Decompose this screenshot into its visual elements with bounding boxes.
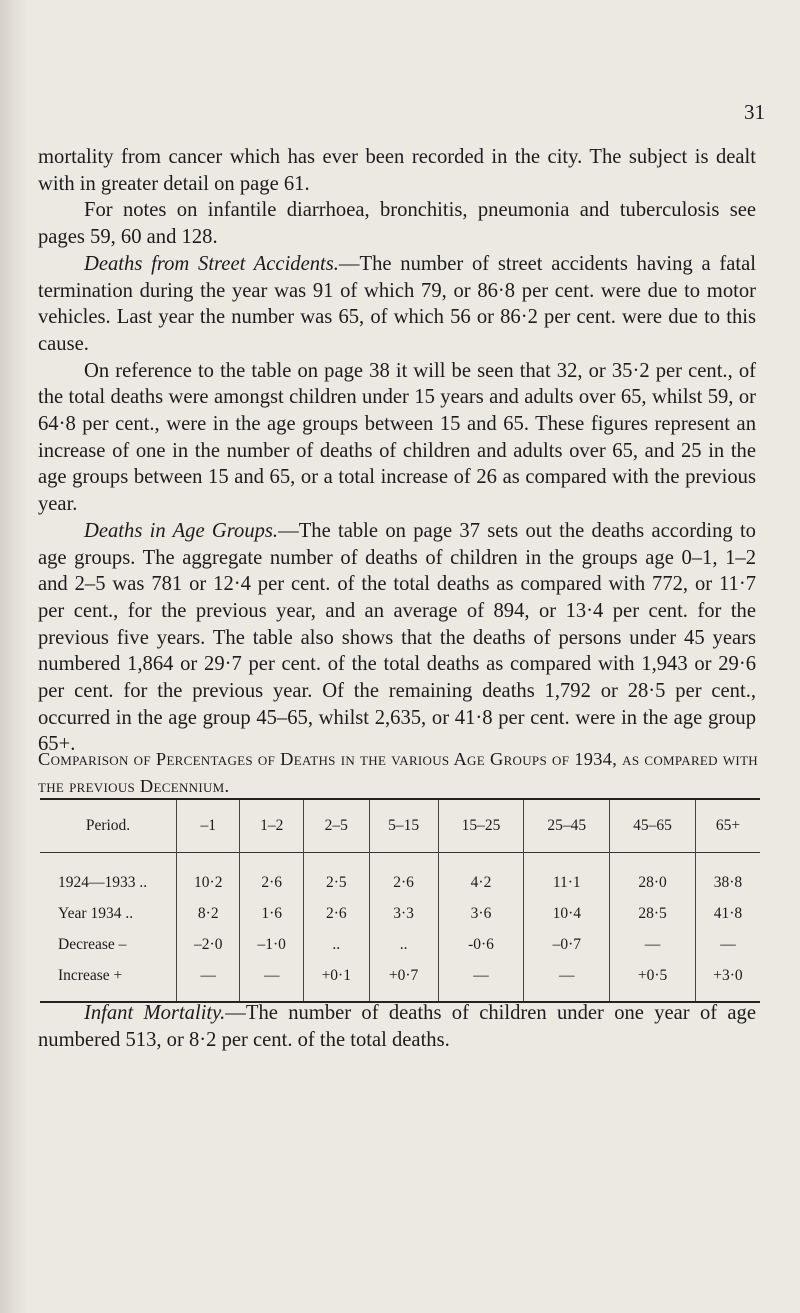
- table-cell: 3·3: [369, 898, 438, 929]
- table-cell: 11·1: [524, 853, 610, 899]
- body-text: [38, 144, 756, 758]
- table-cell: +3·0: [695, 960, 760, 1002]
- heading-age-groups: Deaths in Age Groups.: [84, 519, 279, 542]
- row-label: Decrease –: [58, 935, 127, 953]
- table-cell: 4·2: [438, 853, 524, 899]
- table-cell: 10·2: [177, 853, 240, 899]
- paragraph-cancer: mortality from cancer which has ever been recorded in the city. The subject is dealt with in greater detail on page 61.: [38, 146, 756, 195]
- table-cell: 1·6: [240, 898, 303, 929]
- header-col: –1: [177, 799, 240, 853]
- heading-street-accidents: Deaths from Street Accidents.: [84, 252, 339, 275]
- table-cell: —: [438, 960, 524, 1002]
- header-period: Period.: [85, 817, 131, 834]
- paragraph-street-accidents: Deaths from Street Accidents.—The number of street accidents having a fatal termination during the year was 91 of which 79, or 86·8 per cent. were due to motor vehicles. Last year the number was 65, of which 56 or 86·2 per cent. were due to this cause.: [38, 252, 757, 355]
- table-cell: 2·6: [303, 898, 369, 929]
- row-label: Increase +: [58, 966, 123, 984]
- table-cell: 38·8: [695, 853, 760, 899]
- table-cell: 28·5: [610, 898, 696, 929]
- table-cell: —: [524, 960, 610, 1002]
- table-cell: 2·6: [369, 853, 438, 899]
- header-col: 2–5: [303, 799, 369, 853]
- header-col: 15–25: [438, 799, 524, 853]
- table-row: [40, 898, 760, 929]
- header-col: 45–65: [610, 799, 696, 853]
- header-col: 65+: [695, 799, 760, 853]
- table-header-row: [40, 799, 760, 853]
- table-cell: 10·4: [524, 898, 610, 929]
- table-cell: ..: [303, 929, 369, 960]
- table-cell: 3·6: [438, 898, 524, 929]
- comparison-table: [40, 798, 760, 1003]
- row-label: Year 1934 ..: [58, 904, 134, 922]
- table-cell: –0·7: [524, 929, 610, 960]
- table-cell: +0·7: [369, 960, 438, 1002]
- table-cell: 2·5: [303, 853, 369, 899]
- paragraph-notes: For notes on infantile diarrhoea, bronchitis, pneumonia and tuberculosis see pages 59, 60 and 128.: [38, 199, 756, 249]
- table-cell: 28·0: [610, 853, 696, 899]
- table-cell: -0·6: [438, 929, 524, 960]
- age-groups-text: The table on page 37 sets out the deaths according to age groups. The aggregate number of deaths of children in the groups age 0–1, 1–2 and 2–5 was 781 or 12·4 per cent. of the total deaths as compared with 772, or 11·7 per cent., for the previous year, and an average of 894, or 13·4 per cent. for the previous five years. The table also shows that the deaths of persons under 45 years numbered 1,864 or 29·7 per cent. of the total deaths as compared with 1,943 or 29·6 per cent. for the previous year. Of the remaining deaths 1,792 or 28·5 per cent., occurred in the age group 45–65, whilst 2,635, or 41·8 per cent. were in the age group 65+.: [38, 519, 756, 756]
- page-edge-shadow: [0, 0, 28, 1313]
- table-cell: —: [695, 929, 760, 960]
- table-cell: –1·0: [240, 929, 303, 960]
- table-cell: +0·5: [610, 960, 696, 1002]
- table-cell: +0·1: [303, 960, 369, 1002]
- street-accidents-text: The number of street accidents having a fatal termination during the year was 91 of which 79, or 86·8 per cent. were due to motor vehicles. Last year the number was 65, of which 56 or 86·2 per cent. were due to this cause.: [38, 252, 757, 355]
- row-label: 1924—1933 ..: [58, 873, 148, 891]
- table-cell: –2·0: [177, 929, 240, 960]
- infant-mortality-text: The number of deaths of children under one year of age numbered 513, or 8·2 per cent. of the total deaths.: [38, 1002, 756, 1051]
- table-cell: —: [240, 960, 303, 1002]
- paragraph-infant-mortality: Infant Mortality.—The number of deaths of children under one year of age numbered 513, or 8·2 per cent. of the total deaths.: [38, 1002, 756, 1051]
- paragraph-reference: On reference to the table on page 38 it will be seen that 32, or 35·2 per cent., of the total deaths were amongst children under 15 years and adults over 65, whilst 59, or 64·8 per cent., were in the age groups between 15 and 65. These figures represent an increase of one in the number of deaths of children and adults over 65, and 25 in the age groups between 15 and 65, or a total increase of 26 as compared with the previous year.: [38, 359, 756, 516]
- heading-infant-mortality: Infant Mortality.: [84, 1002, 226, 1024]
- header-col: 1–2: [240, 799, 303, 853]
- table-caption: Comparison of Percentages of Deaths in the various Age Groups of 1934, as compared with the previous Decennium.: [38, 749, 758, 796]
- header-col: 25–45: [524, 799, 610, 853]
- header-col: 5–15: [369, 799, 438, 853]
- table-cell: —: [177, 960, 240, 1002]
- table-cell: 2·6: [240, 853, 303, 899]
- table-row: [40, 929, 760, 960]
- table-cell: 41·8: [695, 898, 760, 929]
- table-cell: —: [610, 929, 696, 960]
- paragraph-age-groups: Deaths in Age Groups.—The table on page 37 sets out the deaths according to age groups. The aggregate number of deaths of children in the groups age 0–1, 1–2 and 2–5 was 781 or 12·4 per cent. of the total deaths as compared with 772, or 11·7 per cent., for the previous year, and an average of 894, or 13·4 per cent. for the previous five years. The table also shows that the deaths of persons under 45 years numbered 1,864 or 29·7 per cent. of the total deaths as compared with 1,943 or 29·6 per cent. for the previous year. Of the remaining deaths 1,792 or 28·5 per cent., occurred in the age group 45–65, whilst 2,635, or 41·8 per cent. were in the age group 65+.: [38, 519, 756, 756]
- table-row: [40, 853, 760, 899]
- table-row: [40, 960, 760, 1002]
- table-cell: ..: [369, 929, 438, 960]
- page-number: 31: [744, 100, 765, 124]
- table-cell: 8·2: [177, 898, 240, 929]
